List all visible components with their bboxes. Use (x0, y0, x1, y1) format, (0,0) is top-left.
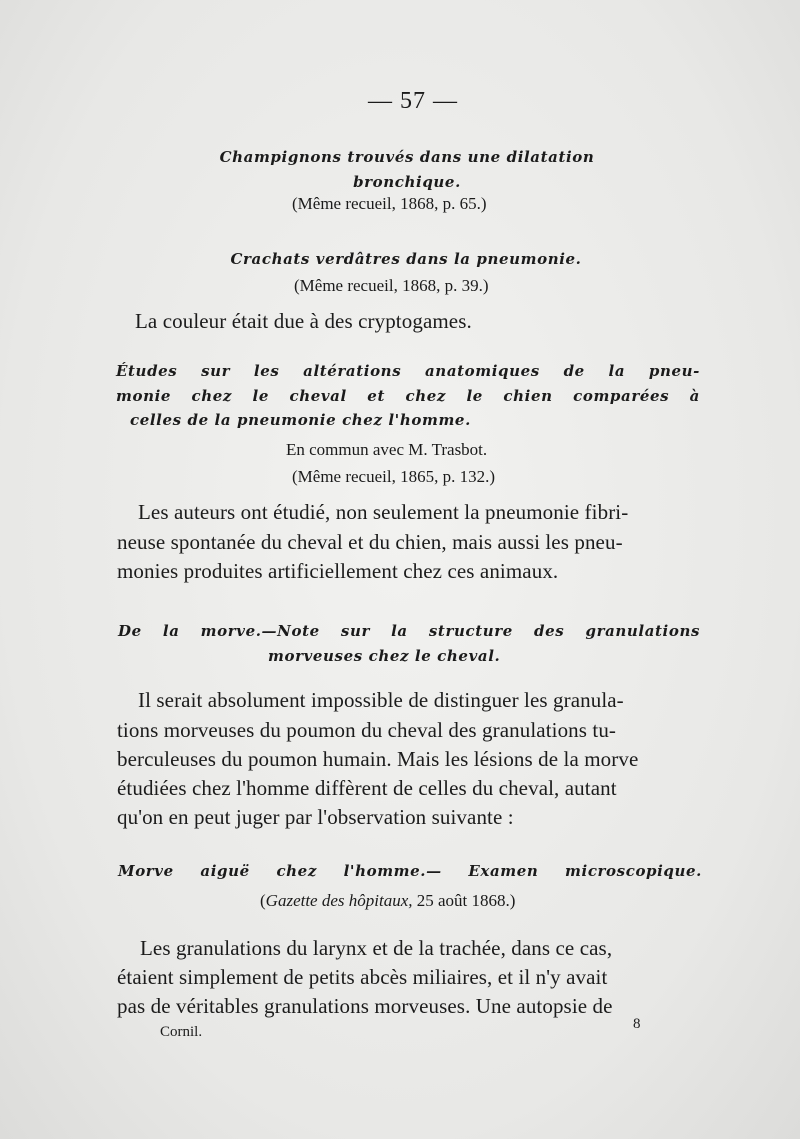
body-text: monies produites artificiellement chez ces animaux. (117, 559, 559, 583)
author-footer: Cornil. (160, 1024, 203, 1040)
section-title: De la morve.—Note sur la structure des granulations (118, 622, 700, 640)
section-title: monie chez le cheval et chez le chien comparées à (116, 387, 700, 405)
body-text: étudiées chez l'homme diffèrent de celles du cheval, autant (117, 776, 617, 800)
signature-mark: 8 (633, 1016, 641, 1032)
section-title: bronchique. (353, 173, 461, 191)
body-text: Les auteurs ont étudié, non seulement la pneumonie fibri- (138, 500, 629, 524)
source-citation: (Même recueil, 1865, p. 132.) (292, 467, 495, 486)
source-citation: (Même recueil, 1868, p. 65.) (292, 194, 487, 213)
source-date: 25 août 1868.) (412, 891, 516, 910)
section-title: morveuses chez le cheval. (268, 647, 501, 665)
body-text: Les granulations du larynx et de la trachée, dans ce cas, (140, 936, 613, 960)
section-title: Champignons trouvés dans une dilatation (219, 148, 595, 166)
body-text: La couleur était due à des cryptogames. (135, 309, 472, 333)
source-citation (260, 891, 515, 911)
body-text: qu'on en peut juger par l'observation suivante : (117, 805, 514, 829)
section-title: Crachats verdâtres dans la pneumonie. (230, 250, 582, 268)
section-title: celles de la pneumonie chez l'homme. (130, 411, 471, 429)
body-text: Il serait absolument impossible de distinguer les granula- (138, 688, 624, 712)
body-text: neuse spontanée du cheval et du chien, mais aussi les pneu- (117, 530, 623, 554)
source-journal: Gazette des hôpitaux, (265, 891, 413, 910)
section-title: Études sur les altérations anatomiques de la pneu- (116, 362, 700, 380)
body-text: berculeuses du poumon humain. Mais les lésions de la morve (117, 747, 639, 771)
body-text: étaient simplement de petits abcès miliaires, et il n'y avait (117, 965, 608, 989)
source-citation: (Même recueil, 1868, p. 39.) (294, 276, 489, 295)
page-number: — 57 — (368, 88, 458, 114)
body-text: pas de véritables granulations morveuses. Une autopsie de (117, 994, 613, 1018)
section-title: Morve aiguë chez l'homme.— Examen microscopique. (118, 862, 702, 880)
source-prefix: ( (260, 891, 266, 910)
body-text: tions morveuses du poumon du cheval des granulations tu- (117, 718, 617, 742)
collaboration-note: En commun avec M. Trasbot. (286, 440, 488, 459)
